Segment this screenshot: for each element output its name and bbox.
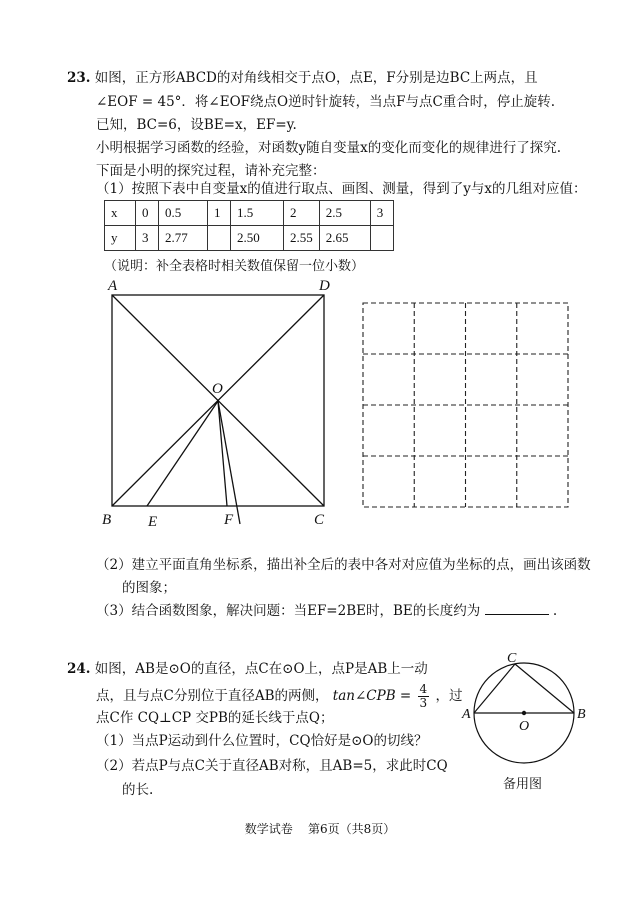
square-figure — [100, 278, 350, 530]
table-cell: 2.65 — [319, 226, 370, 251]
q24-line2 — [96, 683, 462, 710]
table-cell-blank — [370, 226, 393, 251]
q24-stem-1: 如图，AB是⊙O的直径，点C在⊙O上，点P是AB上一动 — [94, 661, 428, 677]
label-d: D — [319, 278, 330, 294]
segment-oe — [147, 401, 218, 506]
q23-part2-line1: （2）建立平面直角坐标系，描出补全后的表中各对对应值为坐标的点，画出该函数 — [96, 557, 591, 573]
label-f: F — [224, 512, 234, 528]
page-footer: 数学试卷 第6页（共8页） — [244, 822, 396, 836]
center-point — [522, 711, 526, 715]
table-cell: 2.55 — [284, 226, 320, 251]
q23-part2-line2: 的图象； — [122, 580, 176, 596]
answer-blank[interactable] — [485, 602, 549, 615]
label-o: O — [212, 381, 223, 397]
table-header-x: x — [105, 201, 136, 226]
dashed-grid — [360, 300, 572, 510]
q24-line1 — [67, 661, 428, 678]
chord-cb — [515, 664, 574, 713]
label-b: B — [102, 512, 112, 528]
q24-part1: （1）当点P运动到什么位置时，CQ恰好是⊙O的切线？ — [96, 733, 428, 749]
q23-stem-1: 如图，正方形ABCD的对角线相交于点O，点E，F分别是边BC上两点，且 — [94, 70, 538, 86]
q24-part2-line1: （2）若点P与点C关于直径AB对称，且AB=5，求此时CQ — [96, 758, 448, 774]
q24-number: 24. — [67, 661, 91, 677]
q23-note: （说明：补全表格时相关数值保留一位小数） — [104, 259, 365, 274]
label-b: B — [577, 707, 586, 722]
label-c: C — [314, 512, 325, 528]
q23-line2: ∠EOF = 45°．将∠EOF绕点O逆时针旋转，当点F与点C重合时，停止旋转. — [96, 94, 556, 110]
table-cell-blank — [208, 226, 231, 251]
table-cell: 0 — [136, 201, 159, 226]
label-c: C — [507, 651, 517, 666]
label-o: O — [519, 719, 530, 734]
tan-expression: tan∠CPB = — [332, 688, 412, 704]
segment-of — [218, 401, 227, 506]
figure-caption: 备用图 — [503, 777, 543, 792]
q23-part3-end: . — [552, 603, 558, 619]
label-a: A — [462, 707, 471, 722]
q23-part3-text: （3）结合函数图象，解决问题：当EF=2BE时，BE的长度约为 — [96, 603, 481, 619]
fraction-4-3 — [418, 683, 430, 710]
table-row-y — [105, 226, 394, 251]
table-cell: 3 — [136, 226, 159, 251]
table-cell: 1 — [208, 201, 231, 226]
q23-line1 — [67, 70, 538, 87]
label-e: E — [148, 514, 158, 530]
table-cell: 2.50 — [231, 226, 284, 251]
table-cell: 0.5 — [159, 201, 208, 226]
table-row-x — [105, 201, 394, 226]
q23-number: 23. — [67, 70, 91, 86]
q24-line3: 点C作 CQ⊥CP 交PB的延长线于点Q； — [96, 710, 334, 726]
label-a: A — [108, 278, 118, 294]
q24-stem-2a: 点，且与点C分别位于直径AB的两侧， — [96, 688, 329, 704]
fraction-denominator: 3 — [419, 696, 428, 710]
table-cell: 2.5 — [319, 201, 370, 226]
table-cell: 1.5 — [231, 201, 284, 226]
table-cell: 3 — [370, 201, 393, 226]
table-cell: 2.77 — [159, 226, 208, 251]
q23-line5: 下面是小明的探究过程，请补充完整： — [96, 163, 326, 179]
q23-line4: 小明根据学习函数的经验，对函数y随自变量x的变化而变化的规律进行了探究. — [96, 140, 562, 156]
q24-stem-2b: ，过 — [435, 688, 463, 704]
circle-figure — [455, 648, 595, 768]
q24-part2-line2: 的长. — [122, 782, 154, 798]
fraction-numerator: 4 — [419, 682, 428, 696]
q23-line3: 已知，BC=6，设BE=x，EF=y. — [96, 117, 297, 133]
table-cell: 2 — [284, 201, 320, 226]
q23-part3 — [96, 602, 557, 620]
table-header-y: y — [105, 226, 136, 251]
value-table — [104, 200, 394, 251]
q23-part1: （1）按照下表中自变量x的值进行取点、画图、测量，得到了y与x的几组对应值： — [96, 181, 587, 197]
